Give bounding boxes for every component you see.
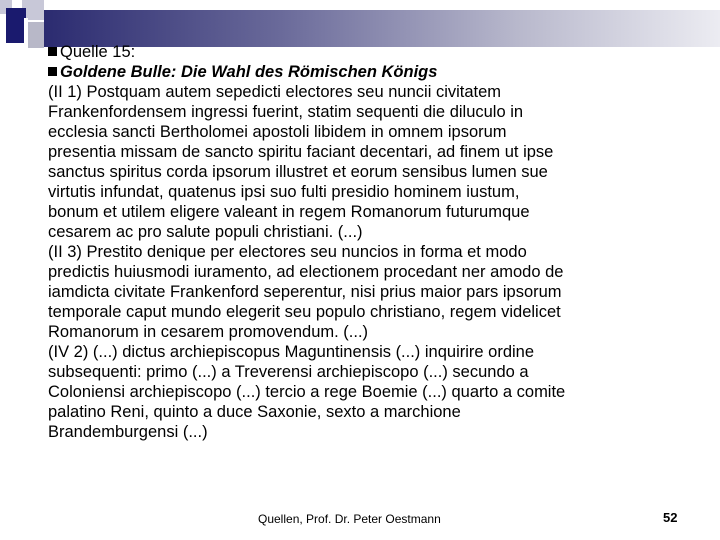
square-bullet-icon (48, 47, 57, 56)
decor-square (6, 8, 26, 43)
text-line: iamdicta civitate Frankenford seperentur, nisi prius maior pars ipsorum (48, 283, 562, 301)
text-line: sanctus spiritus corda ipsorum illustret et eorum sensibus lumen sue (48, 163, 548, 181)
bullet-item-title (48, 62, 688, 82)
text-line: Romanorum in cesarem promovendum. (...) (48, 323, 369, 341)
text-line: virtutis infundat, quatenus ipsi suo fulti presidio hominem iustum, (48, 183, 520, 201)
slide-content (48, 42, 688, 442)
text-line: presentia missam de sancto spiritu faciant decentari, ad finem ut ipse (48, 143, 554, 161)
paragraph-iv-2 (48, 342, 688, 442)
slide-footer (0, 510, 720, 530)
paragraph-ii-1 (48, 82, 688, 242)
text-line: palatino Reni, quinto a duce Saxonie, sexto a marchione (48, 403, 461, 421)
decor-square (26, 22, 44, 48)
text-line: bonum et utilem eligere valeant in regem Romanorum futurumque (48, 203, 530, 221)
footer-author: Quellen, Prof. Dr. Peter Oestmann (258, 512, 441, 526)
text-line: Frankenfordensem ingressi fuerint, statim sequenti die diluculo in (48, 103, 524, 121)
text-line: (II 3) Prestito denique per electores seu nuncios in forma et modo (48, 243, 527, 261)
text-line: (IV 2) (...) dictus archiepiscopus Maguntinensis (...) inquirire ordine (48, 343, 535, 361)
paragraph-ii-3 (48, 242, 688, 342)
text-line: Coloniensi archiepiscopo (...) tercio a rege Boemie (...) quarto a comite (48, 383, 566, 401)
bullet-item-source (48, 42, 688, 62)
source-label: Quelle 15: (60, 43, 136, 61)
text-line: temporale caput mundo elegerit seu populo christiano, regem videlicet (48, 303, 561, 321)
square-bullet-icon (48, 67, 57, 76)
text-line: ecclesia sancti Bertholomei apostoli libidem in omnem ipsorum (48, 123, 507, 141)
text-line: subsequenti: primo (...) a Treverensi archiepiscopo (...) secundo a (48, 363, 529, 381)
text-line: cesarem ac pro salute populi christiani. (...) (48, 223, 363, 241)
page-number: 52 (663, 510, 678, 525)
decor-gap (24, 18, 28, 48)
slide-title: Goldene Bulle: Die Wahl des Römischen Königs (60, 63, 438, 81)
text-line: (II 1) Postquam autem sepedicti electores seu nuncii civitatem (48, 83, 502, 101)
text-line: Brandemburgensi (...) (48, 423, 208, 441)
text-line: predictis huiusmodi iuramento, ad electionem procedant ner amodo de (48, 263, 564, 281)
